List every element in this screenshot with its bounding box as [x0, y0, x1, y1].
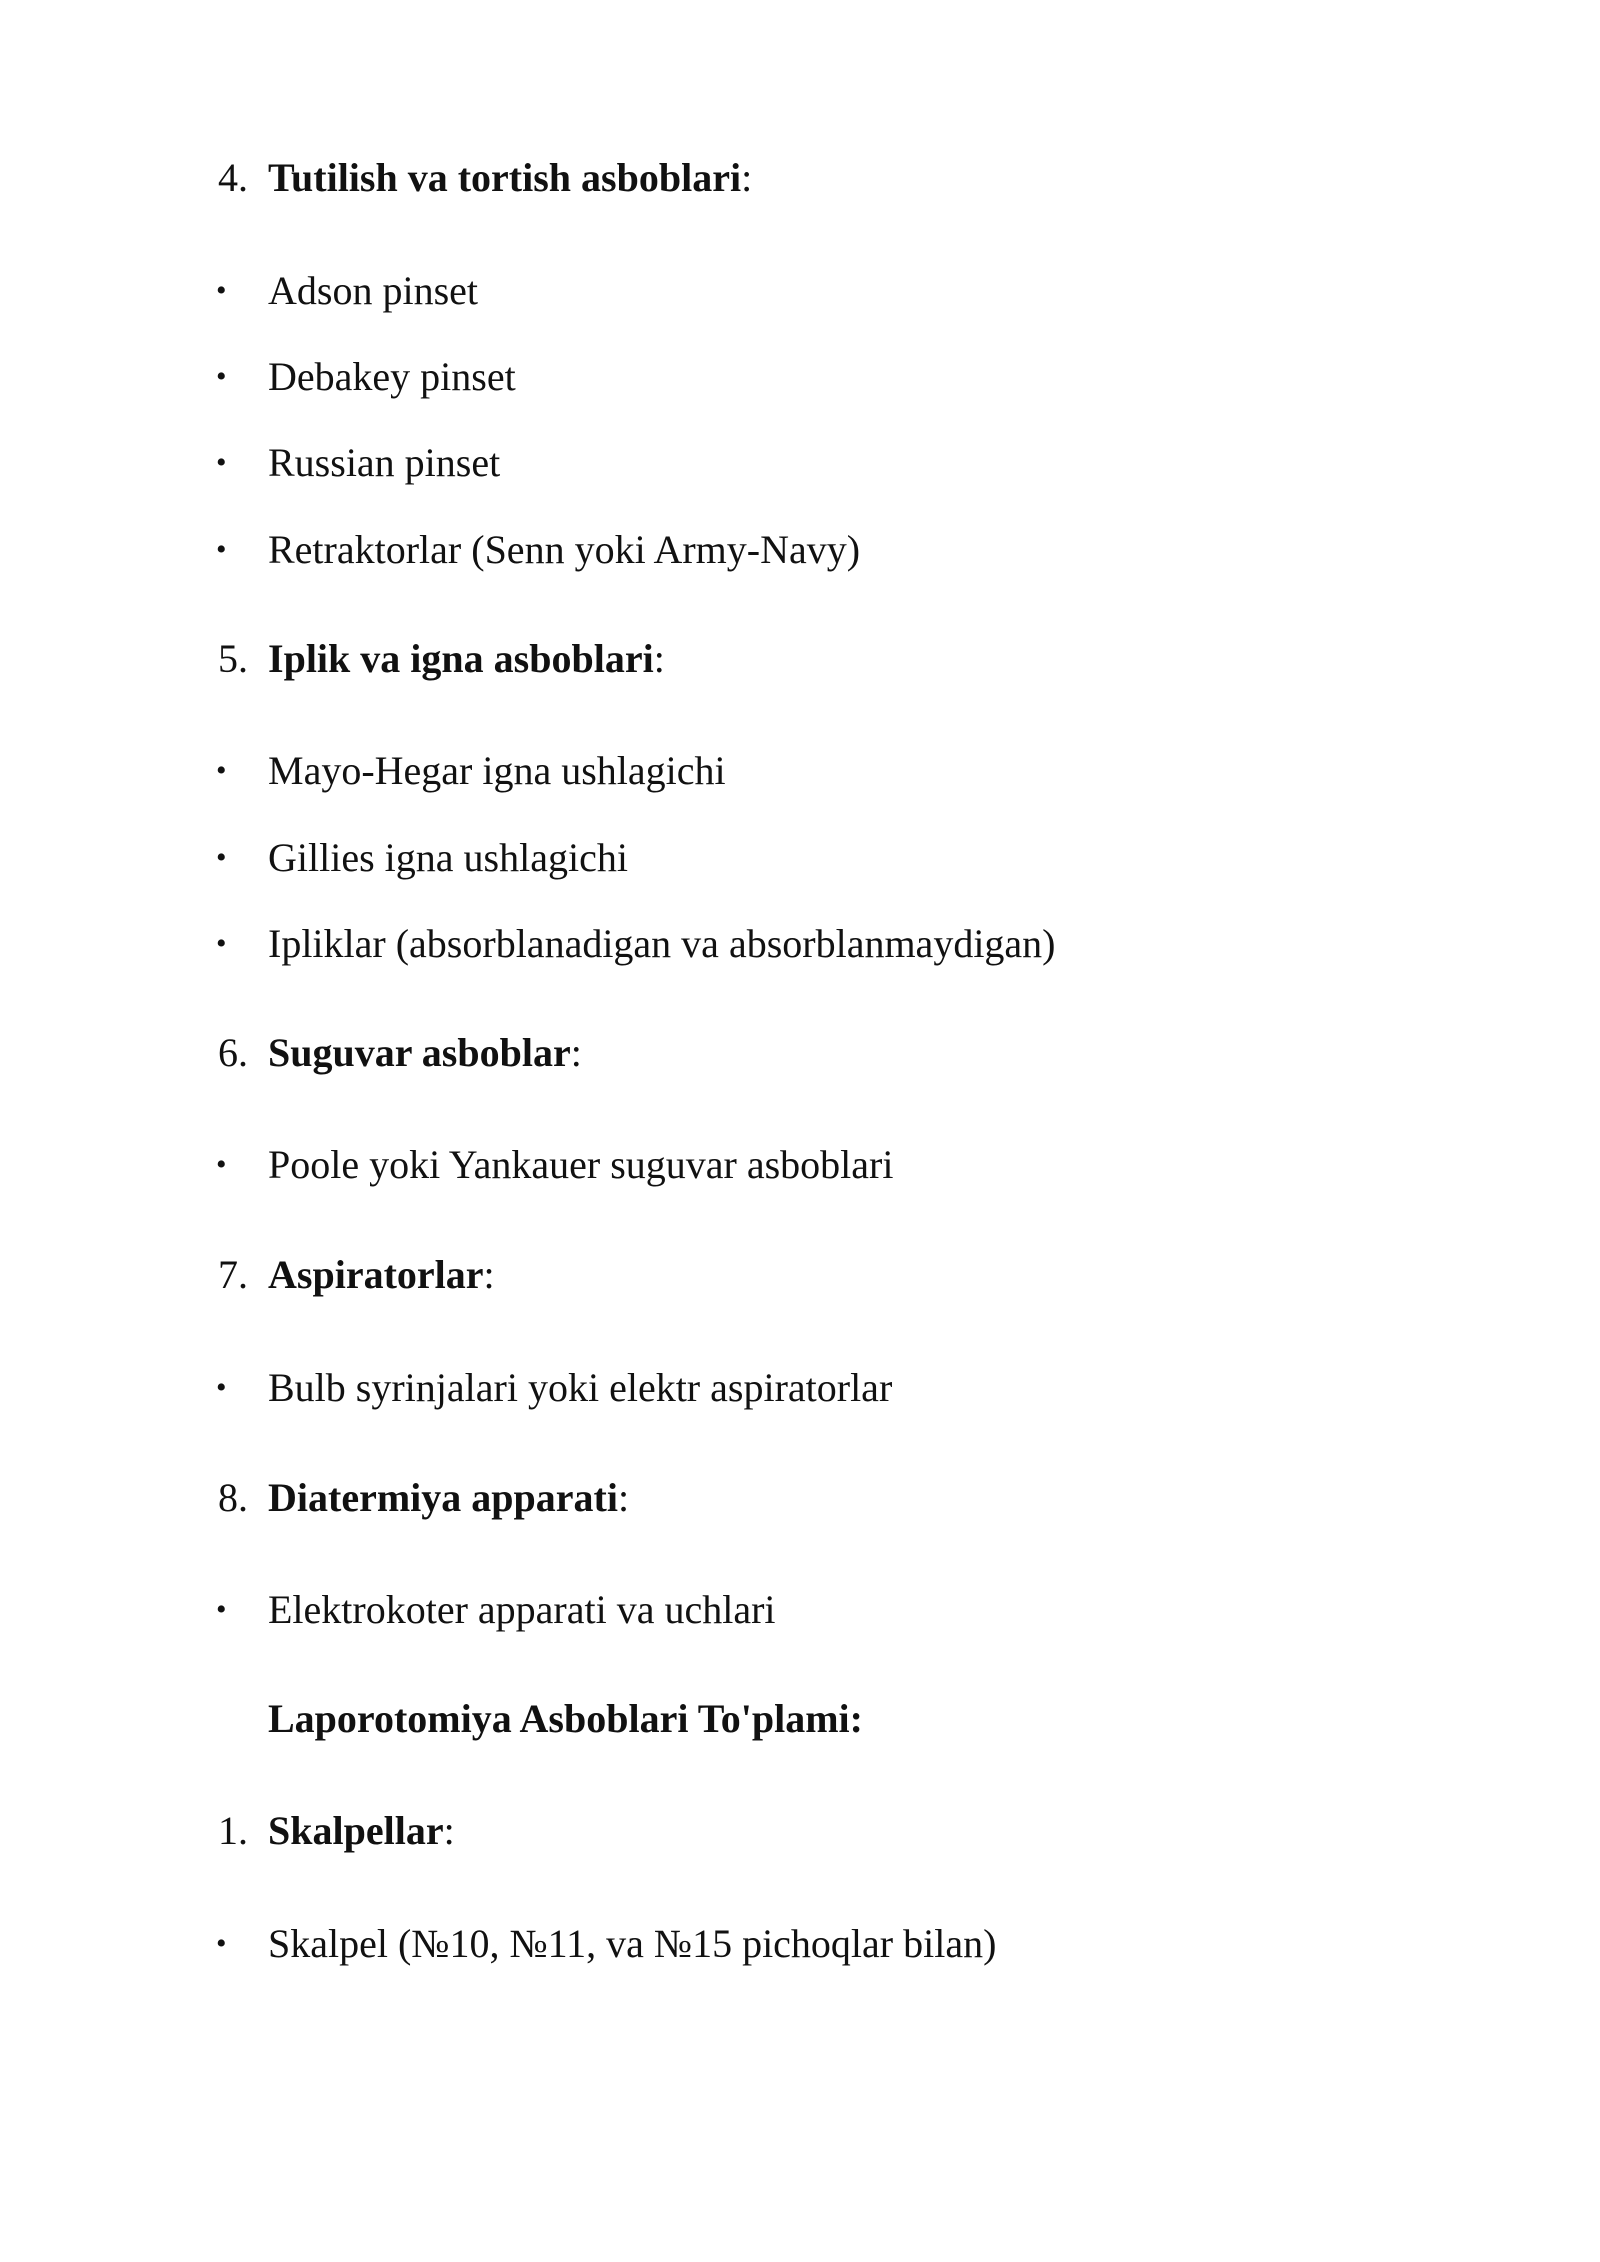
- list-item-text: Adson pinset: [268, 268, 478, 313]
- section-number: 5.: [218, 636, 248, 681]
- list-item-text: Poole yoki Yankauer suguvar asboblari: [268, 1142, 894, 1187]
- section-title: Tutilish va tortish asboblari: [268, 155, 742, 200]
- section-number: 6.: [218, 1030, 248, 1075]
- bullet-icon: •: [216, 1593, 227, 1626]
- bullet-icon: •: [216, 274, 227, 307]
- list-item-text: Gillies igna ushlagichi: [268, 835, 628, 880]
- bullet-icon: •: [216, 533, 227, 566]
- section-colon: :: [483, 1252, 495, 1297]
- section-title: Iplik va igna asboblari: [268, 636, 654, 681]
- bullet-icon: •: [216, 446, 227, 479]
- section-colon: :: [741, 155, 753, 200]
- section-title: Aspiratorlar: [268, 1252, 484, 1297]
- list-item-text: Skalpel (№10, №11, va №15 pichoqlar bilan): [268, 1921, 997, 1966]
- section-number: 1.: [218, 1808, 248, 1853]
- list-item-text: Bulb syrinjalari yoki elektr aspiratorlar: [268, 1365, 893, 1410]
- section-colon: :: [443, 1808, 455, 1853]
- bullet-icon: •: [216, 1148, 227, 1181]
- section-number: 7.: [218, 1252, 248, 1297]
- list-item-text: Russian pinset: [268, 440, 501, 485]
- section-number: 8.: [218, 1475, 248, 1520]
- section-title: Suguvar asboblar: [268, 1030, 571, 1075]
- list-item-text: Debakey pinset: [268, 354, 516, 399]
- bullet-icon: •: [216, 1927, 227, 1960]
- bullet-icon: •: [216, 841, 227, 874]
- section-colon: :: [570, 1030, 582, 1075]
- section-title: Diatermiya apparati: [268, 1475, 618, 1520]
- section-colon: :: [617, 1475, 630, 1520]
- list-item-text: Retraktorlar (Senn yoki Army-Navy): [268, 527, 861, 572]
- bullet-icon: •: [216, 754, 227, 787]
- bullet-icon: •: [216, 927, 227, 960]
- section-title: Skalpellar: [268, 1808, 444, 1853]
- bullet-icon: •: [216, 1371, 227, 1404]
- section-number: 4.: [218, 155, 248, 200]
- list-item-text: Elektrokoter apparati va uchlari: [268, 1587, 776, 1632]
- list-item-text: Mayo-Hegar igna ushlagichi: [268, 748, 726, 793]
- list-item-text: Ipliklar (absorblanadigan va absorblanmaydigan): [268, 921, 1056, 966]
- bullet-icon: •: [216, 360, 227, 393]
- subheading-text: Laporotomiya Asboblari To'plami:: [268, 1696, 863, 1741]
- section-colon: :: [653, 636, 665, 681]
